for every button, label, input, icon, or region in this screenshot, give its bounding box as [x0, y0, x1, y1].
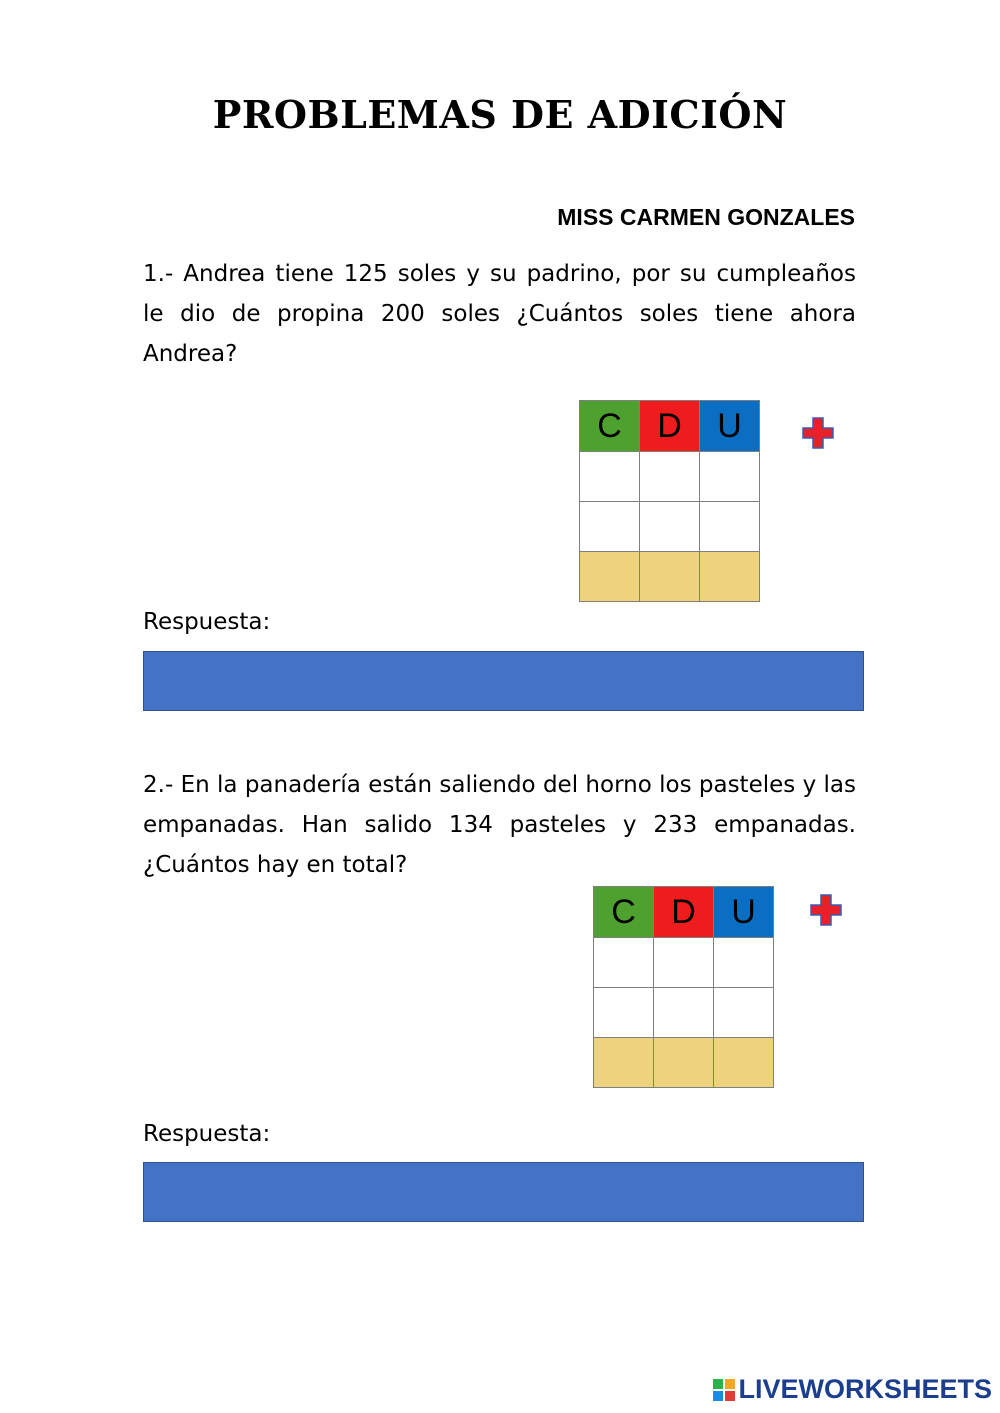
sum-cell[interactable] — [714, 1038, 774, 1088]
addend-row-2 — [594, 988, 774, 1038]
input-cell[interactable] — [654, 938, 714, 988]
cdu-header-row — [580, 401, 760, 452]
header-d: D — [654, 887, 714, 938]
input-cell[interactable] — [640, 502, 700, 552]
footer-brand: LIVEWORKSHEETS — [738, 1374, 992, 1404]
plus-icon — [801, 416, 835, 450]
sum-cell[interactable] — [654, 1038, 714, 1088]
answer-input-1[interactable] — [143, 651, 864, 711]
input-cell[interactable] — [654, 988, 714, 1038]
author-name: MISS CARMEN GONZALES — [557, 204, 855, 230]
input-cell[interactable] — [700, 452, 760, 502]
answer-label-2: Respuesta: — [143, 1121, 271, 1147]
input-cell[interactable] — [714, 938, 774, 988]
problem-2-text: 2.- En la panadería están saliendo del horno los pasteles y las empanadas. Han salido 134 pasteles y 233 empanadas. ¿Cuántos hay en total? — [143, 772, 856, 878]
cdu-header-row — [594, 887, 774, 938]
cdu-table-2 — [593, 886, 774, 1088]
header-u: U — [700, 401, 760, 452]
addend-row-1 — [594, 938, 774, 988]
addend-row-2 — [580, 502, 760, 552]
input-cell[interactable] — [580, 502, 640, 552]
sum-cell[interactable] — [580, 552, 640, 602]
header-d: D — [640, 401, 700, 452]
input-cell[interactable] — [594, 988, 654, 1038]
liveworksheets-logo — [713, 1374, 992, 1405]
header-c: C — [580, 401, 640, 452]
input-cell[interactable] — [580, 452, 640, 502]
liveworksheets-logo-icon — [713, 1379, 735, 1401]
addend-row-1 — [580, 452, 760, 502]
answer-input-2[interactable] — [143, 1162, 864, 1222]
header-c: C — [594, 887, 654, 938]
sum-row — [580, 552, 760, 602]
sum-row — [594, 1038, 774, 1088]
problem-1-text: 1.- Andrea tiene 125 soles y su padrino, por su cumpleaños le dio de propina 200 soles ¿Cuántos soles tiene ahora Andrea? — [143, 261, 856, 367]
input-cell[interactable] — [714, 988, 774, 1038]
input-cell[interactable] — [640, 452, 700, 502]
plus-icon — [809, 893, 843, 927]
page-title: PROBLEMAS DE ADICIÓN — [212, 92, 788, 137]
header-u: U — [714, 887, 774, 938]
input-cell[interactable] — [594, 938, 654, 988]
cdu-table-1 — [579, 400, 760, 602]
sum-cell[interactable] — [594, 1038, 654, 1088]
input-cell[interactable] — [700, 502, 760, 552]
answer-label-1: Respuesta: — [143, 609, 271, 635]
sum-cell[interactable] — [700, 552, 760, 602]
sum-cell[interactable] — [640, 552, 700, 602]
